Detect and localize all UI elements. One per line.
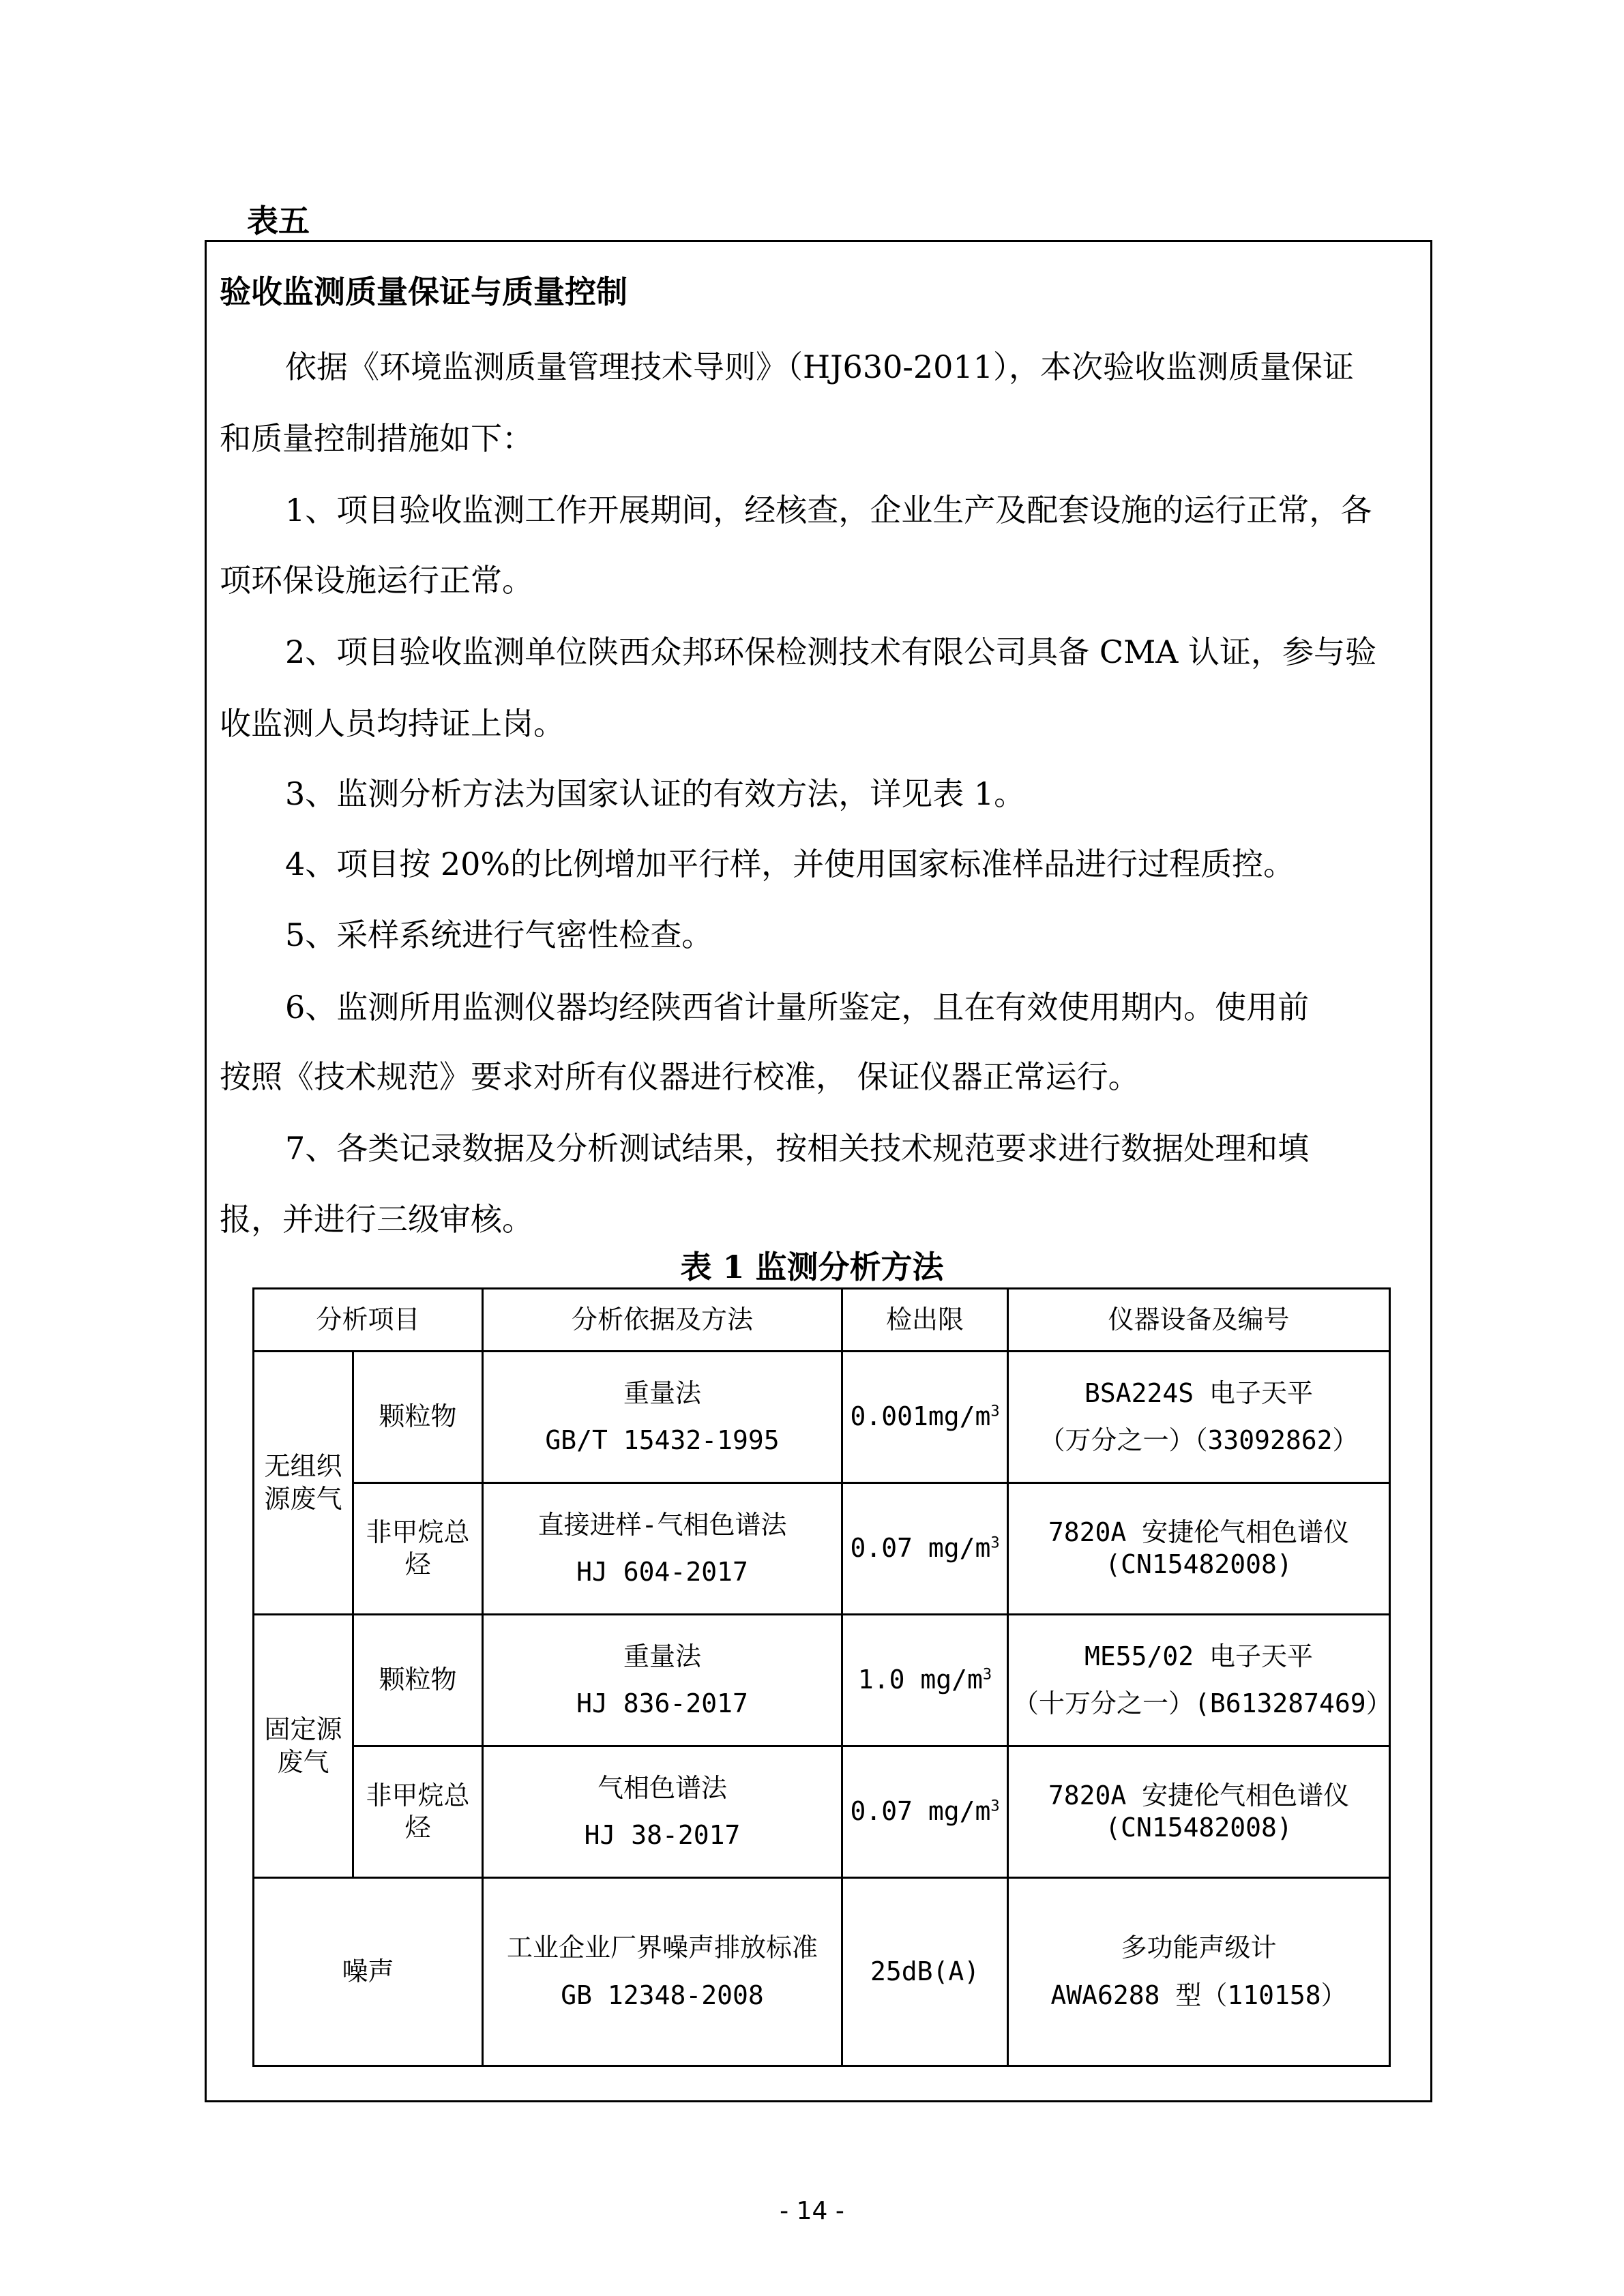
header-item: 分析项目: [254, 1289, 483, 1352]
instrument-cell: [1008, 1483, 1390, 1615]
monitoring-methods-table: [252, 1287, 1391, 2067]
instrument-number: (CN15482008): [1105, 1549, 1293, 1579]
paragraph-line: 6、监测所用监测仪器均经陕西省计量所鉴定，且在有效使用期内。使用前: [285, 989, 1310, 1026]
paragraph-line: 依据《环境监测质量管理技术导则》（HJ630-2011），本次验收监测质量保证: [285, 348, 1354, 385]
paragraph-line: 按照《技术规范》要求对所有仪器进行校准， 保证仪器正常运行。: [220, 1058, 1140, 1095]
method-cell: [483, 1746, 842, 1878]
method-standard: GB 12348-2008: [561, 1980, 764, 2010]
limit-superscript: 3: [990, 1798, 1000, 1815]
instrument-name: 多功能声级计: [1121, 1933, 1277, 1963]
item-cell: 颗粒物: [353, 1352, 483, 1483]
instrument-cell: [1008, 1746, 1390, 1878]
table-header-row: [254, 1289, 1390, 1352]
method-name: 直接进样-气相色谱法: [537, 1509, 787, 1540]
instrument-number: （十万分之一）(B613287469）: [1013, 1688, 1392, 1718]
header-limit: 检出限: [842, 1289, 1008, 1352]
method-standard: HJ 38-2017: [584, 1820, 741, 1850]
table-row: [254, 1615, 1390, 1746]
instrument-number: (CN15482008): [1105, 1813, 1293, 1843]
section-heading: 验收监测质量保证与质量控制: [220, 273, 628, 310]
method-name: 重量法: [623, 1377, 702, 1408]
method-standard: HJ 604-2017: [576, 1557, 748, 1587]
limit-cell: [842, 1746, 1008, 1878]
item-cell: 颗粒物: [353, 1615, 483, 1746]
method-standard: GB/T 15432-1995: [545, 1425, 780, 1455]
table-row: [254, 1483, 1390, 1615]
header-instrument: 仪器设备及编号: [1008, 1289, 1390, 1352]
method-cell: [483, 1878, 842, 2066]
limit-cell: 25dB(A): [842, 1878, 1008, 2066]
instrument-number: AWA6288 型（110158）: [1050, 1980, 1347, 2010]
limit-superscript: 3: [990, 1534, 1000, 1552]
limit-cell: [842, 1352, 1008, 1483]
method-cell: [483, 1615, 842, 1746]
instrument-name: 7820A 安捷伦气相色谱仪: [1048, 1780, 1350, 1810]
limit-value: 0.07 mg/m: [850, 1796, 991, 1827]
paragraph-line: 7、各类记录数据及分析测试结果，按相关技术规范要求进行数据处理和填: [285, 1130, 1310, 1167]
limit-cell: [842, 1615, 1008, 1746]
limit-value: 0.001mg/m: [850, 1401, 991, 1432]
instrument-name: 7820A 安捷伦气相色谱仪: [1048, 1517, 1350, 1547]
limit-superscript: 3: [982, 1666, 992, 1684]
method-cell: [483, 1352, 842, 1483]
paragraph-line: 项环保设施运行正常。: [220, 562, 533, 599]
item-cell: 噪声: [254, 1878, 483, 2066]
paragraph-line: 5、采样系统进行气密性检查。: [285, 916, 713, 953]
table-row: [254, 1746, 1390, 1878]
instrument-cell: [1008, 1878, 1390, 2066]
table-row: [254, 1352, 1390, 1483]
paragraph-line: 报，并进行三级审核。: [220, 1201, 533, 1238]
paragraph-line: 4、项目按 20%的比例增加平行样，并使用国家标准样品进行过程质控。: [285, 846, 1295, 882]
method-name: 重量法: [623, 1641, 702, 1671]
table-title: 表 1 监测分析方法: [680, 1249, 944, 1285]
table-row: [254, 1878, 1390, 2066]
instrument-name: ME55/02 电子天平: [1084, 1641, 1314, 1671]
paragraph-line: 3、监测分析方法为国家认证的有效方法，详见表 1。: [285, 775, 1026, 812]
limit-superscript: 3: [990, 1403, 1000, 1420]
category-cell: 无组织源废气: [254, 1352, 353, 1615]
limit-cell: [842, 1483, 1008, 1615]
category-cell: 固定源废气: [254, 1615, 353, 1878]
item-cell: 非甲烷总烃: [353, 1483, 483, 1615]
method-name: 工业企业厂界噪声排放标准: [507, 1933, 818, 1963]
instrument-name: BSA224S 电子天平: [1084, 1377, 1314, 1408]
item-cell: 非甲烷总烃: [353, 1746, 483, 1878]
limit-value: 0.07 mg/m: [850, 1533, 991, 1564]
instrument-number: （万分之一）（33092862）: [1039, 1425, 1359, 1455]
limit-value: 1.0 mg/m: [857, 1665, 983, 1695]
method-name: 气相色谱法: [597, 1772, 728, 1803]
instrument-cell: [1008, 1615, 1390, 1746]
paragraph-line: 2、项目验收监测单位陕西众邦环保检测技术有限公司具备 CMA 认证，参与验: [285, 633, 1377, 670]
page-number: - 14 -: [780, 2197, 844, 2225]
section-label: 表五: [247, 203, 310, 239]
paragraph-line: 1、项目验收监测工作开展期间，经核查，企业生产及配套设施的运行正常，各: [285, 492, 1372, 528]
header-method: 分析依据及方法: [483, 1289, 842, 1352]
method-standard: HJ 836-2017: [576, 1688, 748, 1718]
paragraph-line: 和质量控制措施如下：: [220, 420, 533, 457]
paragraph-line: 收监测人员均持证上岗。: [220, 705, 565, 742]
instrument-cell: [1008, 1352, 1390, 1483]
method-cell: [483, 1483, 842, 1615]
